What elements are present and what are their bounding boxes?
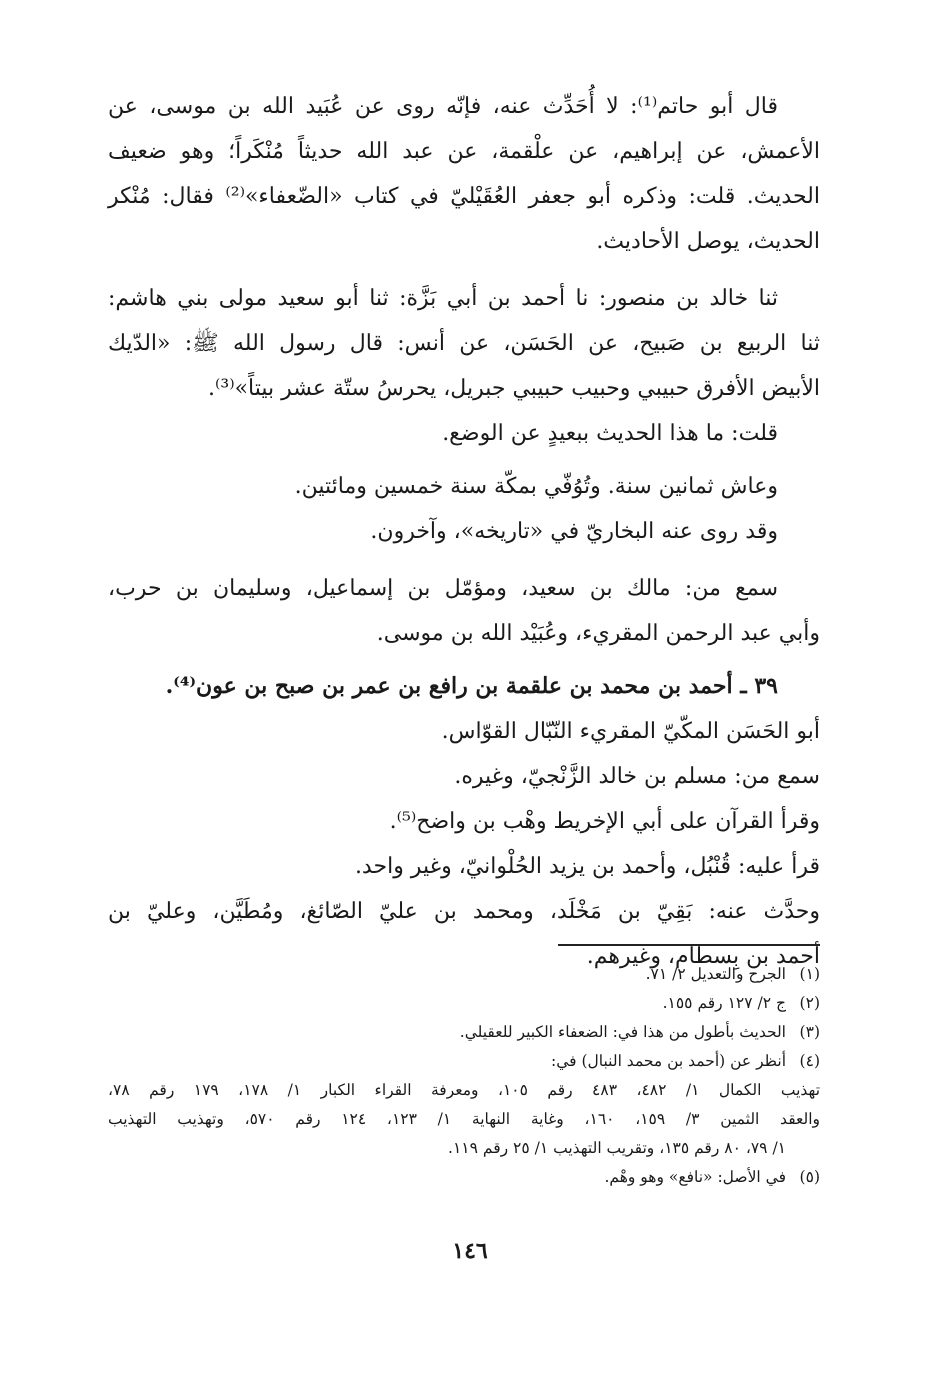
footnote-text: ج ٢/ ١٢٧ رقم ١٥٥. — [662, 994, 786, 1012]
paragraph-students — [108, 844, 820, 889]
text-line: ثنا خالد بن منصور: نا أحمد بن أبي بَزَّة: ثنا أبو سعيد مولى بني هاشم: — [108, 286, 778, 311]
main-text — [108, 84, 820, 979]
text-line: قرأ عليه: قُنْبُل، وأحمد بن يزيد الحُلْوانيّ، وغير واحد. — [354, 854, 820, 879]
footnote-4-line: والعقد الثمين ٣/ ١٥٩، ١٦٠، وغاية النهاية ١/ ١٢٣، ١٢٤ رقم ٥٧٠، وتهذيب التهذيب — [108, 1110, 821, 1128]
paragraph-death — [108, 464, 820, 509]
text-line: سمع من: مالك بن سعيد، ومؤمّل بن إسماعيل، وسليمان بن حرب، — [108, 576, 778, 601]
footnote-divider — [558, 944, 820, 946]
footnote-text: الجرح والتعديل ٢/ ٧١. — [645, 965, 786, 983]
text-line: أبو الحَسَن المكّيّ المقريء النّبّال القوّاس. — [441, 719, 820, 744]
text-line: وقد روى عنه البخاريّ في «تاريخه»، وآخرون. — [370, 519, 778, 544]
footnote-text: أنظر عن (أحمد بن محمد النبال) في: — [550, 1052, 786, 1070]
text-line: أحمد بن بِسطام، وغيرهم. — [586, 944, 820, 969]
footnote-number: (٢) — [799, 994, 820, 1012]
text-line: ثنا الربيع بن صَبيح، عن الحَسَن، عن أنس: قال رسول الله ﷺ: «الدّيك — [108, 331, 820, 356]
footnote-text: في الأصل: «نافع» وهو وهْم. — [604, 1168, 786, 1186]
footnote-4-line: تهذيب الكمال ١/ ٤٨٢، ٤٨٣ رقم ١٠٥، ومعرفة القراء الكبار ١/ ١٧٨، ١٧٩ رقم ٧٨، — [108, 1081, 821, 1099]
text-line: سمع من: مسلم بن خالد الزَّنْجيّ، وغيره. — [454, 764, 820, 789]
footnotes — [108, 960, 820, 1192]
text-line: وعاش ثمانين سنة. وتُوُفّي بمكّة سنة خمسين ومائتين. — [294, 474, 778, 499]
paragraph-heard-from — [108, 566, 820, 611]
paragraph-hadith — [108, 276, 820, 321]
footnote-5 — [108, 1163, 820, 1192]
text-line: الحديث، يوصل الأحاديث. — [596, 229, 820, 254]
text-line: الحديث. قلت: وذكره أبو جعفر العُقَيْليّ في كتاب «الضّعفاء»⁽²⁾ فقال: مُنْكر — [108, 184, 820, 209]
paragraph-abu-hatim — [108, 84, 820, 129]
text-line: الأبيض الأفرق حبيبي وحبيب حبيبي جبريل، يحرسُ ستّة عشر بيتاً»⁽³⁾. — [207, 376, 820, 401]
paragraph-heard — [108, 754, 820, 799]
page-number: ١٤٦ — [452, 1238, 488, 1264]
text-line: قلت: ما هذا الحديث ببعيدٍ عن الوضع. — [442, 421, 778, 446]
entry-title — [108, 664, 820, 709]
footnote-number: (٥) — [799, 1168, 820, 1186]
footnote-number: (٣) — [799, 1023, 820, 1041]
footnote-3 — [108, 1018, 820, 1047]
entry-heading: ٣٩ ـ أحمد بن محمد بن علقمة بن رافع بن عمر بن صبح بن عون⁽⁴⁾. — [165, 673, 778, 699]
text-line: وأبي عبد الرحمن المقريء، وعُبَيْد الله بن موسى. — [376, 621, 820, 646]
footnote-text: الحديث بأطول من هذا في: الضعفاء الكبير للعقيلي. — [459, 1023, 786, 1041]
footnote-4 — [108, 1047, 820, 1076]
footnote-number: (١) — [799, 965, 820, 983]
text-line: الأعمش، عن إبراهيم، عن علْقمة، عن عبد الله حديثاً مُنْكَراً؛ وهو ضعيف — [108, 139, 820, 164]
paragraph-hadith-cont — [108, 321, 820, 411]
paragraph-qult — [108, 411, 820, 456]
paragraph-bukhari — [108, 509, 820, 554]
footnote-2 — [108, 989, 820, 1018]
text-line: قال أبو حاتم⁽¹⁾: لا أُحَدِّث عنه، فإنّه روى عن عُبَيد الله بن موسى، عن — [108, 94, 778, 119]
paragraph-recited — [108, 799, 820, 844]
footnote-4-line: ١/ ٧٩، ٨٠ رقم ١٣٥، وتقريب التهذيب ١/ ٢٥ رقم ١١٩. — [448, 1139, 786, 1157]
paragraph-abu-hatim-cont — [108, 129, 820, 264]
paragraph-heard-from-cont — [108, 611, 820, 656]
footnote-number: (٤) — [799, 1052, 820, 1070]
text-line: وحدَّث عنه: بَقِيّ بن مَخْلَد، ومحمد بن عليّ الصّائغ، ومُطَيَّن، وعليّ بن — [108, 899, 820, 924]
footnote-1 — [108, 960, 820, 989]
paragraph-kunya — [108, 709, 820, 754]
text-line: وقرأ القرآن على أبي الإخريط وهْب بن واضح⁽⁵⁾. — [389, 809, 820, 834]
